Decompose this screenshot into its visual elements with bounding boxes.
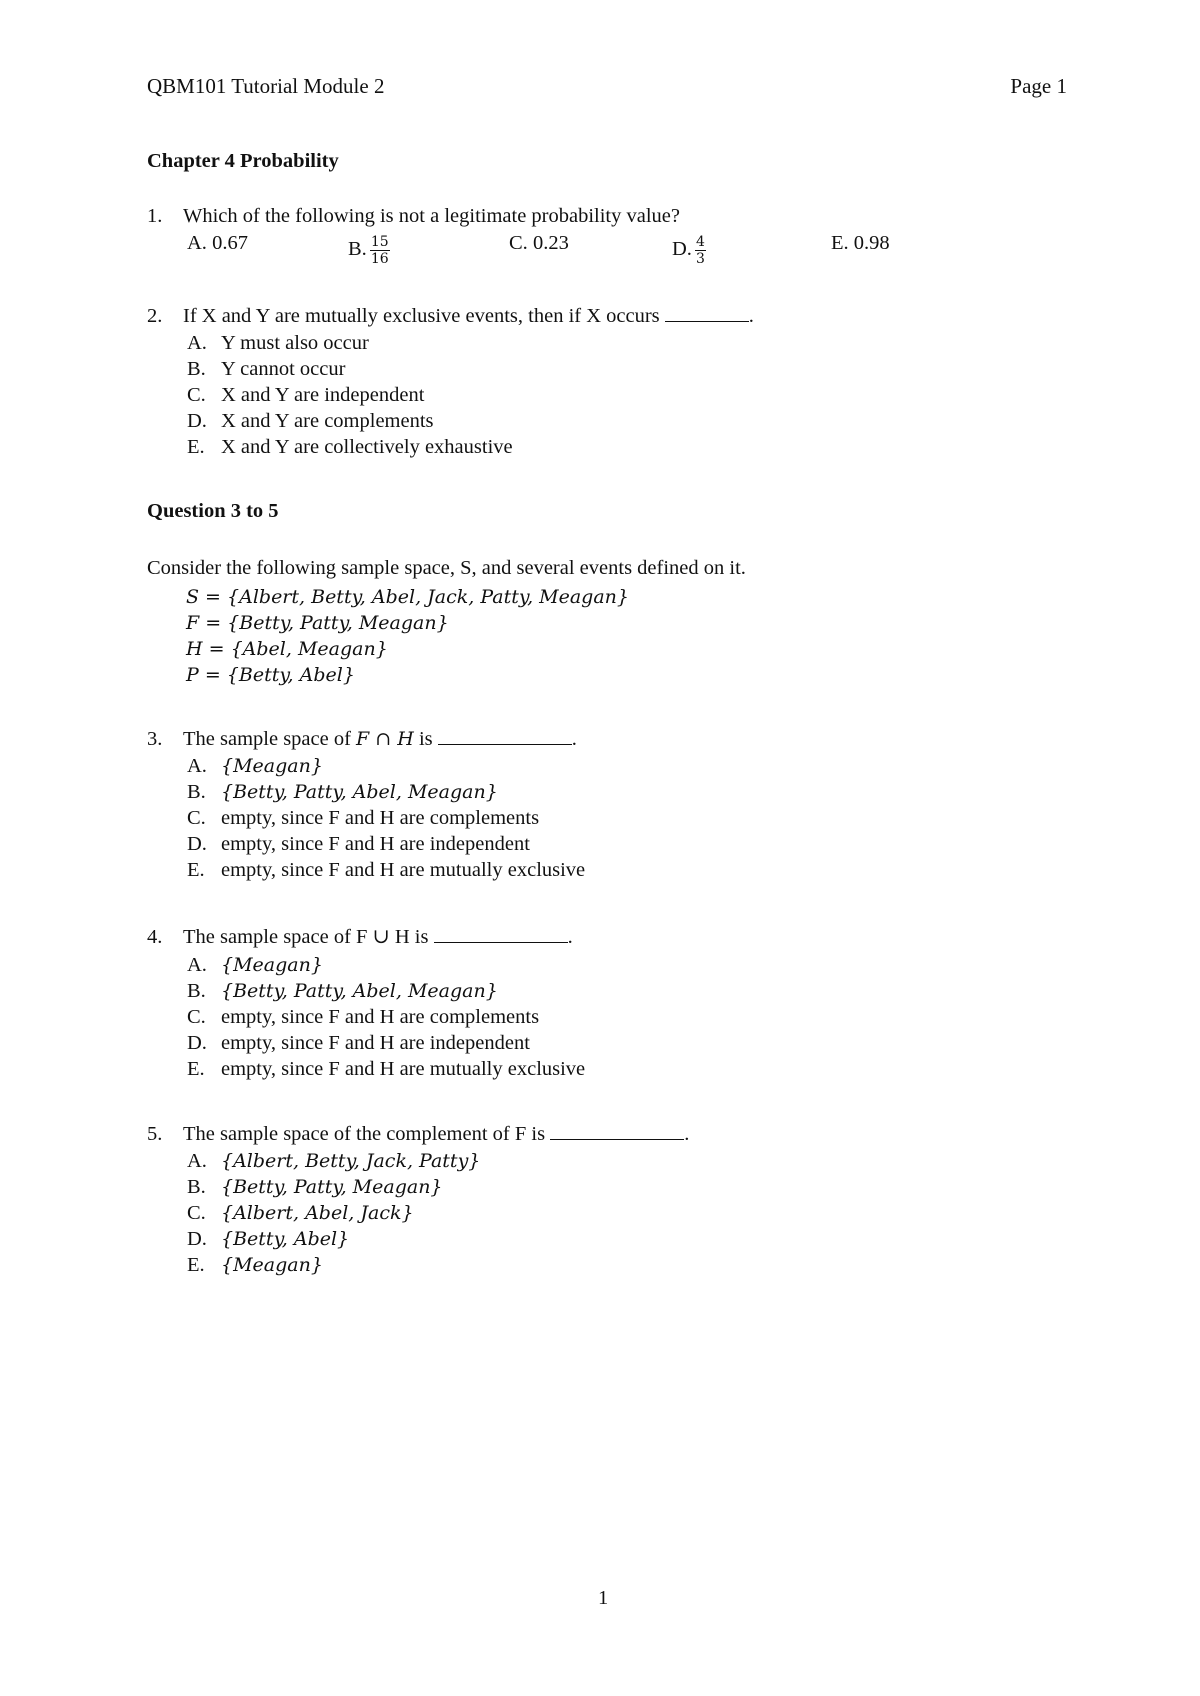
option-text: {Meagan} <box>221 755 323 777</box>
option-label: B. <box>187 1176 206 1198</box>
option-label: E. <box>187 859 205 881</box>
option-d <box>187 1030 585 1056</box>
option-text: empty, since F and H are mutually exclusive <box>221 859 586 881</box>
punctuation: . <box>748 305 754 327</box>
q2-options <box>187 330 513 460</box>
fraction-numerator: 4 <box>695 234 705 250</box>
question-4 <box>147 924 573 950</box>
option-d <box>187 408 513 434</box>
option-text: empty, since F and H are independent <box>221 833 530 855</box>
option-label: D. <box>187 833 207 855</box>
option-text: {Betty, Patty, Abel, Meagan} <box>221 781 498 803</box>
option-d <box>187 831 585 857</box>
option-c <box>187 805 585 831</box>
option-text: X and Y are complements <box>221 410 434 432</box>
section-heading: Question 3 to 5 <box>147 500 279 522</box>
option-e <box>187 1056 585 1082</box>
punctuation: . <box>567 926 573 948</box>
header-page-label: Page 1 <box>1010 74 1067 98</box>
question-text: If X and Y are mutually exclusive events, then if X occurs <box>183 305 660 327</box>
chapter-title: Chapter 4 Probability <box>147 150 339 172</box>
option-a <box>187 753 585 779</box>
q1-option-a <box>187 230 248 256</box>
intro-text: Consider the following sample space, S, and several events defined on it. <box>147 557 746 579</box>
option-label: A. <box>187 232 207 254</box>
option-text: X and Y are collectively exhaustive <box>221 436 513 458</box>
fraction <box>695 234 706 267</box>
option-label: A. <box>187 755 207 777</box>
fraction <box>370 234 390 267</box>
option-label: C. <box>187 807 206 829</box>
option-label: B. <box>187 358 206 380</box>
option-label: D. <box>187 1228 207 1250</box>
option-e <box>187 1252 480 1278</box>
option-text: {Albert, Betty, Jack, Patty} <box>221 1150 481 1172</box>
option-text: empty, since F and H are complements <box>221 1006 540 1028</box>
fraction-numerator: 15 <box>370 234 389 250</box>
set-list <box>186 584 629 688</box>
fraction-denominator: 16 <box>370 251 389 267</box>
option-a <box>187 952 585 978</box>
option-value: 0.67 <box>212 232 248 254</box>
option-label: E. <box>187 1254 205 1276</box>
option-text: {Meagan} <box>221 1254 323 1276</box>
question-text: Which of the following is not a legitimate probability value? <box>183 205 680 227</box>
option-c <box>187 1200 480 1226</box>
set-p: P = {Betty, Abel} <box>186 664 355 686</box>
option-e <box>187 857 585 883</box>
option-label: C. <box>187 1006 206 1028</box>
answer-blank <box>438 726 572 745</box>
question-number: 5. <box>147 1123 163 1145</box>
question-text: The sample space of F ∪ H is <box>183 926 429 948</box>
option-label: D. <box>187 1032 207 1054</box>
option-label: E. <box>831 232 849 254</box>
option-label: D. <box>672 238 692 261</box>
q1-option-b <box>348 234 390 267</box>
question-1 <box>147 203 680 229</box>
option-label: C. <box>509 232 528 254</box>
q1-option-c <box>509 230 569 256</box>
q1-option-e <box>831 230 890 256</box>
option-label: A. <box>187 1150 207 1172</box>
option-text: empty, since F and H are mutually exclusive <box>221 1058 586 1080</box>
punctuation: . <box>684 1123 690 1145</box>
q4-options <box>187 952 585 1082</box>
answer-blank <box>550 1121 684 1140</box>
question-number: 4. <box>147 926 163 948</box>
option-label: A. <box>187 954 207 976</box>
q5-options <box>187 1148 480 1278</box>
option-text: empty, since F and H are independent <box>221 1032 530 1054</box>
option-e <box>187 434 513 460</box>
option-label: A. <box>187 332 207 354</box>
option-label: D. <box>187 410 207 432</box>
option-text: {Betty, Abel} <box>221 1228 350 1250</box>
option-a <box>187 1148 480 1174</box>
answer-blank <box>434 924 568 943</box>
option-label: C. <box>187 1202 206 1224</box>
option-b <box>187 356 513 382</box>
option-text: {Betty, Patty, Meagan} <box>221 1176 443 1198</box>
option-b <box>187 1174 480 1200</box>
question-number: 3. <box>147 728 163 750</box>
answer-blank <box>665 303 749 322</box>
option-label: B. <box>187 980 206 1002</box>
option-text: {Albert, Abel, Jack} <box>221 1202 414 1224</box>
option-a <box>187 330 513 356</box>
set-f: F = {Betty, Patty, Meagan} <box>186 612 449 634</box>
question-text: The sample space of <box>183 728 351 750</box>
option-text: empty, since F and H are complements <box>221 807 540 829</box>
option-label: C. <box>187 384 206 406</box>
option-c <box>187 1004 585 1030</box>
header-title: QBM101 Tutorial Module 2 <box>147 74 385 98</box>
option-label: E. <box>187 436 205 458</box>
set-h: H = {Abel, Meagan} <box>186 638 388 660</box>
question-number: 1. <box>147 205 163 227</box>
option-c <box>187 382 513 408</box>
option-value: 0.98 <box>853 232 890 254</box>
option-label: E. <box>187 1058 205 1080</box>
option-text: {Meagan} <box>221 954 323 976</box>
option-text: X and Y are independent <box>221 384 425 406</box>
q3-options <box>187 753 585 883</box>
option-value: 0.23 <box>532 232 569 254</box>
option-b <box>187 779 585 805</box>
option-b <box>187 978 585 1004</box>
option-text: Y must also occur <box>221 332 369 354</box>
footer-page-number: 1 <box>598 1587 609 1609</box>
question-2 <box>147 303 754 329</box>
fraction-denominator: 3 <box>695 251 705 267</box>
question-3 <box>147 726 577 752</box>
option-text: {Betty, Patty, Abel, Meagan} <box>221 980 498 1002</box>
intersection-expression: F ∩ H <box>356 728 414 750</box>
q1-option-d <box>672 234 706 267</box>
punctuation: . <box>571 728 577 750</box>
question-number: 2. <box>147 305 163 327</box>
option-label: B. <box>348 238 367 261</box>
question-5 <box>147 1121 689 1147</box>
option-text: Y cannot occur <box>221 358 346 380</box>
option-d <box>187 1226 480 1252</box>
question-text: The sample space of the complement of F is <box>183 1123 546 1145</box>
option-label: B. <box>187 781 206 803</box>
question-text-is: is <box>418 728 433 750</box>
set-s: S = {Albert, Betty, Abel, Jack, Patty, Meagan} <box>186 586 629 608</box>
